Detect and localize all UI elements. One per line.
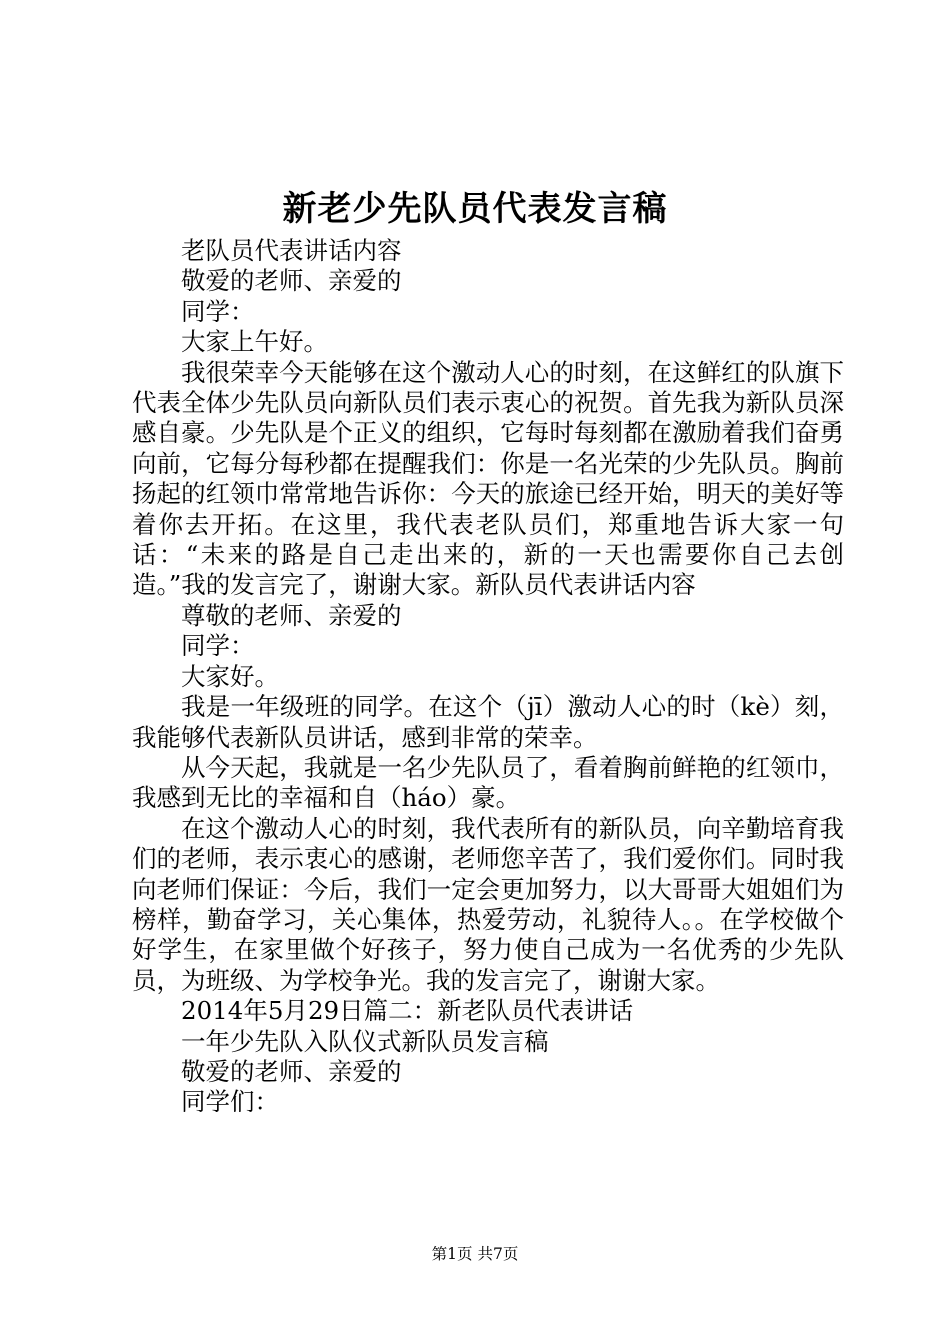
paragraph: 同学： [181, 296, 255, 326]
paragraph: 我很荣幸今天能够在这个激动人心的时刻，在这鲜红的队旗下代表全体少先队员向新队员们表示衷心的祝贺。首先我为新队员深感自豪。少先队是个正义的组织，它每时每刻都在激励着我们奋勇向前，它每分每秒都在提醒我们：你是一名光荣的少先队员。胸前扬起的红领巾常常地告诉你：今天的旅途已经开始，明天的美好等着你去开拓。在这里，我代表老队员们，郑重地告诉大家一句话：“未来的路是自己走出来的，新的一天也需要你自己去创造。”我的发言完了，谢谢大家。新队员代表讲话内容 [132, 357, 844, 600]
paragraph: 大家上午好。 [181, 327, 328, 357]
page-number-footer: 第1页 共7页 [431, 1245, 519, 1263]
paragraph: 老队员代表讲话内容 [181, 236, 402, 265]
paragraph: 大家好。 [181, 661, 279, 691]
paragraph: 从今天起，我就是一名少先队员了，看着胸前鲜艳的红领巾，我感到无比的幸福和自（háo）豪。 [132, 752, 844, 813]
paragraph: 2014年5月29日篇二：新老队员代表讲话 [181, 996, 634, 1026]
paragraph: 敬爱的老师、亲爱的 [181, 266, 402, 296]
paragraph: 同学们： [181, 1087, 279, 1117]
paragraph: 同学： [181, 631, 255, 661]
document-body [132, 236, 844, 1118]
paragraph: 在这个激动人心的时刻，我代表所有的新队员，向辛勤培育我们的老师，表示衷心的感谢，老师您辛苦了，我们爱你们。同时我向老师们保证：今后，我们一定会更加努力，以大哥哥大姐姐们为榜样，勤奋学习，关心集体，热爱劳动，礼貌待人。。在学校做个好学生，在家里做个好孩子，努力使自己成为一名优秀的少先队员，为班级、为学校争光。我的发言完了，谢谢大家。 [132, 813, 844, 995]
paragraph: 尊敬的老师、亲爱的 [181, 600, 402, 630]
document-title: 新老少先队员代表发言稿 [282, 189, 668, 229]
paragraph: 一年少先队入队仪式新队员发言稿 [181, 1026, 549, 1056]
paragraph: 我是一年级班的同学。在这个（jī）激动人心的时（kè）刻，我能够代表新队员讲话，感到非常的荣幸。 [132, 692, 844, 752]
paragraph: 敬爱的老师、亲爱的 [181, 1056, 402, 1086]
